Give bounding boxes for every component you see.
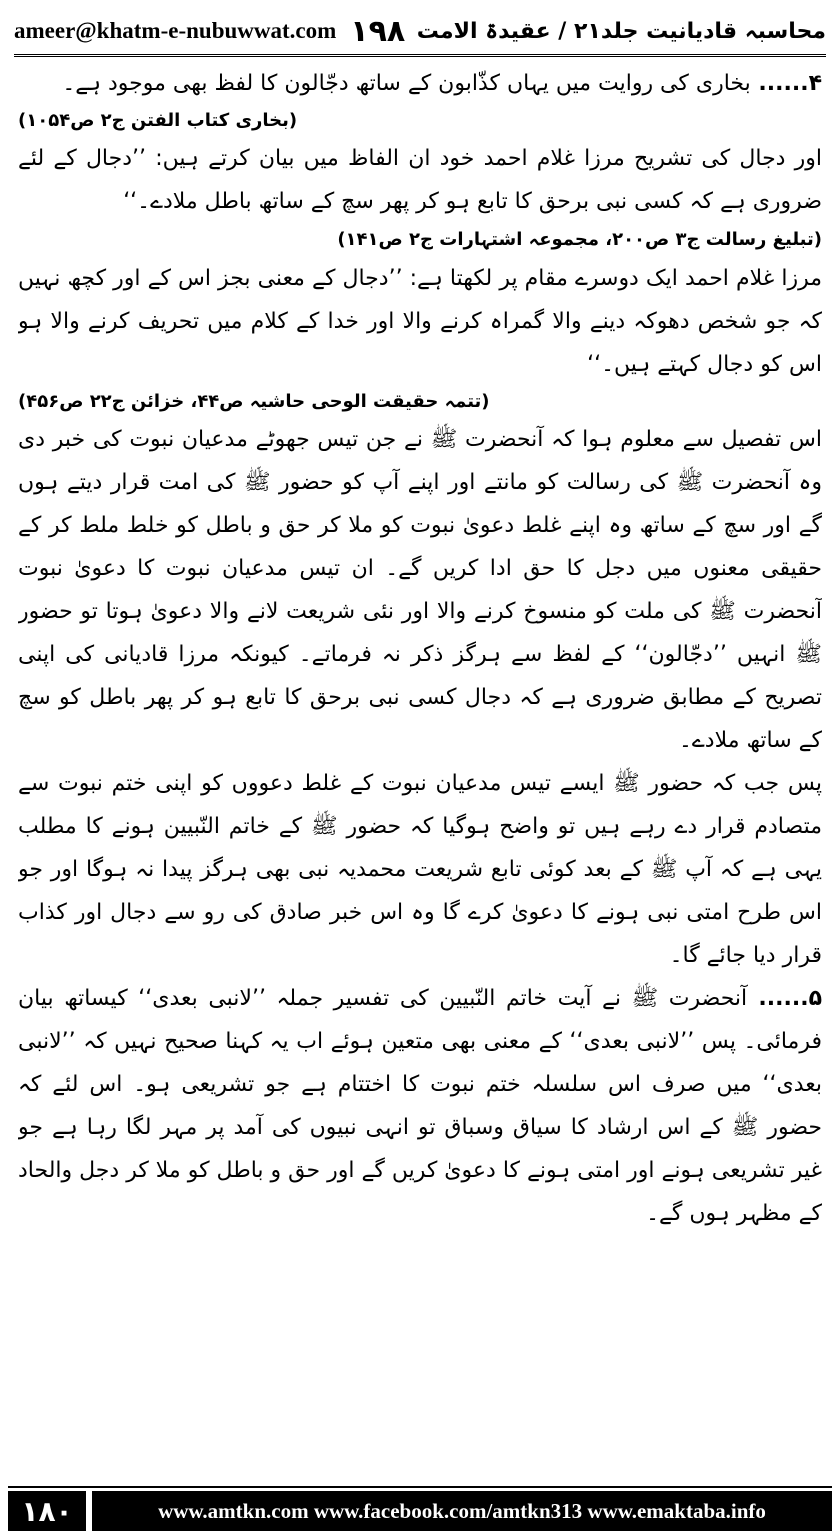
item-number: ۵...... [747, 986, 822, 1011]
footer-urls: www.amtkn.com www.facebook.com/amtkn313 www.emaktaba.info [92, 1491, 832, 1531]
paragraph-text: آنحضرت ﷺ نے آیت خاتم النّبیین کی تفسیر جملہ ’’لانبی بعدی‘‘ کیساتھ بیان فرمائی۔ پس ’’لانبی بعدی‘‘ کے معنی بھی متعین ہوئے اب یہ کہنا صحیح نہیں کہ ’’لانبی بعدی‘‘ میں صرف اس سلسلہ ختم نبوت کا اختتام ہے جو تشریعی ہو۔ اس لئے کہ حضور ﷺ کے اس ارشاد کا سیاق وسباق تو انہی نبیوں کی آمد پر مہر لگا رہا ہے جو غیر تشریعی ہونے اور امتی ہونے کا دعویٰ کریں گے اور حق و باطل کو ملا کر دجل والحاد کے مظہر ہوں گے۔ [18, 986, 822, 1226]
paragraph-4 [18, 62, 822, 105]
paragraph: پس جب کہ حضور ﷺ ایسے تیس مدعیان نبوت کے غلط دعووں کو اپنی ختم نبوت سے متصادم قرار دے رہے ہیں تو واضح ہوگیا کہ حضور ﷺ کے خاتم النّبیین ہونے کا مطلب یہی ہے کہ آپ ﷺ کے بعد کوئی تابع شریعت محمدیہ نبی بھی ہرگز پیدا نہ ہوگا اور جو اس طرح امتی نبی ہونے کا دعویٰ کرے گا وہ اس خبر صادق کی رو سے دجال اور کذاب قرار دیا جائے گا۔ [18, 771, 822, 968]
page-body [18, 62, 822, 1480]
header-book-title: محاسبہ قادیانیت جلد۲۱ / عقیدۃ الامت [416, 18, 826, 44]
paragraph-5 [18, 977, 822, 1235]
paragraph-text: بخاری کی روایت میں یہاں کذّابون کے ساتھ دجّالون کا لفظ بھی موجود ہے۔ [62, 71, 751, 96]
item-number: ۴...... [750, 71, 822, 96]
paragraph: اور دجال کی تشریح مرزا غلام احمد خود ان الفاظ میں بیان کرتے ہیں: ’’دجال کے لئے ضروری ہے کہ کسی نبی برحق کا تابع ہو کر پھر سچ کے ساتھ باطل ملادے۔‘‘ [18, 146, 822, 214]
paragraph: مرزا غلام احمد ایک دوسرے مقام پر لکھتا ہے: ’’دجال کے معنی بجز اس کے اور کچھ نہیں کہ جو شخص دھوکہ دینے والا گمراہ کرنے والا اور خدا کے کلام میں تحریف کرنے والا ہو اس کو دجال کہتے ہیں۔‘‘ [18, 266, 822, 377]
page-footer [8, 1486, 832, 1534]
page-header [14, 8, 826, 57]
header-page-number: ۱۹۸ [350, 13, 406, 49]
paragraph: اس تفصیل سے معلوم ہوا کہ آنحضرت ﷺ نے جن تیس جھوٹے مدعیان نبوت کی خبر دی وہ آنحضرت ﷺ کی رسالت کو مانتے اور اپنے آپ کو حضور ﷺ کی امت قرار دیتے ہوں گے اور سچ کے ساتھ وہ اپنے غلط دعویٰ نبوت کو ملا کر حق و باطل کو خلط ملط کر کے حقیقی معنوں میں دجل کا حق ادا کریں گے۔ ان تیس مدعیان نبوت کا دعویٰ نبوت آنحضرت ﷺ کی ملت کو منسوخ کرنے والا اور نئی شریعت لانے والا دعویٰ ہوتا تو حضور ﷺ انہیں ’’دجّالون‘‘ کے لفظ سے ہرگز ذکر نہ فرماتے۔ کیونکہ مرزا قادیانی کی اپنی تصریح کے مطابق ضروری ہے کہ دجال کسی نبی برحق کا تابع ہو کر پھر باطل کو سچ کے ساتھ ملادے۔ [18, 427, 822, 753]
header-email: ameer@khatm-e-nubuwwat.com [14, 18, 337, 43]
header-left [14, 14, 405, 49]
footer-page-number: ۱۸۰ [8, 1491, 86, 1531]
reference: (تتمہ حقیقت الوحی حاشیہ ص۴۴، خزائن ج۲۲ ص۴۵۶) [18, 391, 490, 412]
reference: (تبلیغ رسالت ج۳ ص۲۰۰، مجموعہ اشتہارات ج۲ ص۱۴۱) [337, 229, 822, 250]
reference: (بخاری کتاب الفتن ج۲ ص۱۰۵۴) [18, 110, 298, 131]
